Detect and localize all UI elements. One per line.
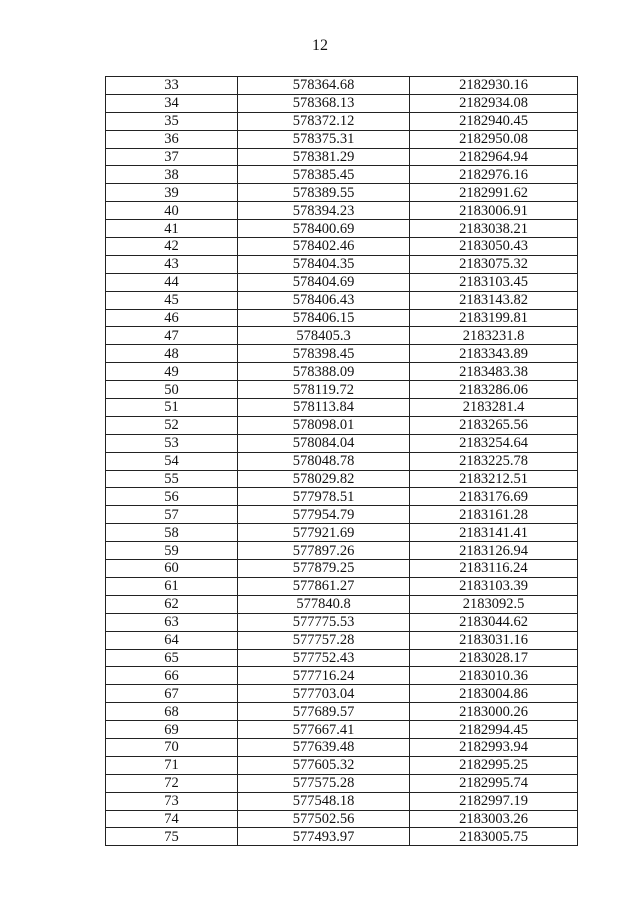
y-coordinate-cell: 2182930.16 xyxy=(410,77,578,95)
x-coordinate-cell: 577605.32 xyxy=(238,756,410,774)
table-row xyxy=(106,363,578,381)
point-number-cell: 56 xyxy=(106,488,238,506)
table-row xyxy=(106,506,578,524)
x-coordinate-cell: 578394.23 xyxy=(238,202,410,220)
x-coordinate-cell: 577667.41 xyxy=(238,721,410,739)
x-coordinate-cell: 578404.69 xyxy=(238,273,410,291)
table-row xyxy=(106,828,578,846)
y-coordinate-cell: 2183044.62 xyxy=(410,613,578,631)
point-number-cell: 62 xyxy=(106,595,238,613)
point-number-cell: 50 xyxy=(106,381,238,399)
x-coordinate-cell: 577978.51 xyxy=(238,488,410,506)
point-number-cell: 75 xyxy=(106,828,238,846)
y-coordinate-cell: 2183483.38 xyxy=(410,363,578,381)
table-row xyxy=(106,238,578,256)
table-row xyxy=(106,220,578,238)
point-number-cell: 48 xyxy=(106,345,238,363)
y-coordinate-cell: 2183231.8 xyxy=(410,327,578,345)
point-number-cell: 67 xyxy=(106,685,238,703)
y-coordinate-cell: 2183212.51 xyxy=(410,470,578,488)
point-number-cell: 72 xyxy=(106,774,238,792)
table-row xyxy=(106,560,578,578)
y-coordinate-cell: 2182940.45 xyxy=(410,112,578,130)
x-coordinate-cell: 577757.28 xyxy=(238,631,410,649)
x-coordinate-cell: 578375.31 xyxy=(238,130,410,148)
x-coordinate-cell: 577548.18 xyxy=(238,792,410,810)
table-row xyxy=(106,399,578,417)
x-coordinate-cell: 578364.68 xyxy=(238,77,410,95)
table-row xyxy=(106,595,578,613)
point-number-cell: 53 xyxy=(106,434,238,452)
point-number-cell: 43 xyxy=(106,255,238,273)
table-row xyxy=(106,488,578,506)
point-number-cell: 49 xyxy=(106,363,238,381)
x-coordinate-cell: 578368.13 xyxy=(238,94,410,112)
table-row xyxy=(106,738,578,756)
point-number-cell: 74 xyxy=(106,810,238,828)
y-coordinate-cell: 2183265.56 xyxy=(410,416,578,434)
x-coordinate-cell: 578406.15 xyxy=(238,309,410,327)
table-row xyxy=(106,112,578,130)
point-number-cell: 71 xyxy=(106,756,238,774)
point-number-cell: 66 xyxy=(106,667,238,685)
point-number-cell: 58 xyxy=(106,524,238,542)
y-coordinate-cell: 2183199.81 xyxy=(410,309,578,327)
table-row xyxy=(106,202,578,220)
x-coordinate-cell: 578405.3 xyxy=(238,327,410,345)
y-coordinate-cell: 2183161.28 xyxy=(410,506,578,524)
table-row xyxy=(106,667,578,685)
table-row xyxy=(106,452,578,470)
x-coordinate-cell: 578084.04 xyxy=(238,434,410,452)
x-coordinate-cell: 577879.25 xyxy=(238,560,410,578)
point-number-cell: 36 xyxy=(106,130,238,148)
x-coordinate-cell: 577921.69 xyxy=(238,524,410,542)
table-row xyxy=(106,524,578,542)
x-coordinate-cell: 578048.78 xyxy=(238,452,410,470)
x-coordinate-cell: 578098.01 xyxy=(238,416,410,434)
y-coordinate-cell: 2183005.75 xyxy=(410,828,578,846)
table-row xyxy=(106,434,578,452)
y-coordinate-cell: 2182993.94 xyxy=(410,738,578,756)
y-coordinate-cell: 2183286.06 xyxy=(410,381,578,399)
coordinates-table-body xyxy=(106,77,578,846)
y-coordinate-cell: 2183143.82 xyxy=(410,291,578,309)
point-number-cell: 64 xyxy=(106,631,238,649)
table-row xyxy=(106,810,578,828)
x-coordinate-cell: 577897.26 xyxy=(238,542,410,560)
x-coordinate-cell: 577716.24 xyxy=(238,667,410,685)
point-number-cell: 55 xyxy=(106,470,238,488)
table-row xyxy=(106,613,578,631)
x-coordinate-cell: 578372.12 xyxy=(238,112,410,130)
point-number-cell: 70 xyxy=(106,738,238,756)
x-coordinate-cell: 577703.04 xyxy=(238,685,410,703)
point-number-cell: 57 xyxy=(106,506,238,524)
y-coordinate-cell: 2183092.5 xyxy=(410,595,578,613)
point-number-cell: 68 xyxy=(106,703,238,721)
point-number-cell: 61 xyxy=(106,577,238,595)
table-row xyxy=(106,130,578,148)
table-row xyxy=(106,416,578,434)
table-row xyxy=(106,381,578,399)
y-coordinate-cell: 2183176.69 xyxy=(410,488,578,506)
x-coordinate-cell: 578119.72 xyxy=(238,381,410,399)
x-coordinate-cell: 578381.29 xyxy=(238,148,410,166)
point-number-cell: 52 xyxy=(106,416,238,434)
point-number-cell: 63 xyxy=(106,613,238,631)
x-coordinate-cell: 577775.53 xyxy=(238,613,410,631)
x-coordinate-cell: 577639.48 xyxy=(238,738,410,756)
x-coordinate-cell: 578400.69 xyxy=(238,220,410,238)
y-coordinate-cell: 2183028.17 xyxy=(410,649,578,667)
y-coordinate-cell: 2183116.24 xyxy=(410,560,578,578)
y-coordinate-cell: 2183031.16 xyxy=(410,631,578,649)
table-row xyxy=(106,577,578,595)
x-coordinate-cell: 577954.79 xyxy=(238,506,410,524)
point-number-cell: 46 xyxy=(106,309,238,327)
table-row xyxy=(106,756,578,774)
y-coordinate-cell: 2183050.43 xyxy=(410,238,578,256)
y-coordinate-cell: 2183004.86 xyxy=(410,685,578,703)
y-coordinate-cell: 2183141.41 xyxy=(410,524,578,542)
point-number-cell: 33 xyxy=(106,77,238,95)
x-coordinate-cell: 578406.43 xyxy=(238,291,410,309)
y-coordinate-cell: 2182997.19 xyxy=(410,792,578,810)
y-coordinate-cell: 2183075.32 xyxy=(410,255,578,273)
y-coordinate-cell: 2183103.39 xyxy=(410,577,578,595)
point-number-cell: 54 xyxy=(106,452,238,470)
x-coordinate-cell: 578398.45 xyxy=(238,345,410,363)
table-row xyxy=(106,631,578,649)
y-coordinate-cell: 2183038.21 xyxy=(410,220,578,238)
point-number-cell: 59 xyxy=(106,542,238,560)
point-number-cell: 44 xyxy=(106,273,238,291)
coordinates-table xyxy=(105,76,578,846)
y-coordinate-cell: 2182995.25 xyxy=(410,756,578,774)
x-coordinate-cell: 577502.56 xyxy=(238,810,410,828)
point-number-cell: 35 xyxy=(106,112,238,130)
page-number: 12 xyxy=(312,37,328,54)
table-row xyxy=(106,345,578,363)
table-row xyxy=(106,721,578,739)
point-number-cell: 45 xyxy=(106,291,238,309)
point-number-cell: 51 xyxy=(106,399,238,417)
y-coordinate-cell: 2182976.16 xyxy=(410,166,578,184)
x-coordinate-cell: 577840.8 xyxy=(238,595,410,613)
x-coordinate-cell: 577493.97 xyxy=(238,828,410,846)
y-coordinate-cell: 2182950.08 xyxy=(410,130,578,148)
y-coordinate-cell: 2183000.26 xyxy=(410,703,578,721)
y-coordinate-cell: 2182994.45 xyxy=(410,721,578,739)
y-coordinate-cell: 2182964.94 xyxy=(410,148,578,166)
table-row xyxy=(106,774,578,792)
x-coordinate-cell: 578404.35 xyxy=(238,255,410,273)
point-number-cell: 42 xyxy=(106,238,238,256)
y-coordinate-cell: 2183003.26 xyxy=(410,810,578,828)
table-row xyxy=(106,470,578,488)
table-row xyxy=(106,273,578,291)
table-row xyxy=(106,542,578,560)
y-coordinate-cell: 2182991.62 xyxy=(410,184,578,202)
x-coordinate-cell: 578389.55 xyxy=(238,184,410,202)
point-number-cell: 73 xyxy=(106,792,238,810)
table-row xyxy=(106,166,578,184)
y-coordinate-cell: 2183254.64 xyxy=(410,434,578,452)
x-coordinate-cell: 577689.57 xyxy=(238,703,410,721)
x-coordinate-cell: 578029.82 xyxy=(238,470,410,488)
point-number-cell: 47 xyxy=(106,327,238,345)
y-coordinate-cell: 2182934.08 xyxy=(410,94,578,112)
point-number-cell: 38 xyxy=(106,166,238,184)
x-coordinate-cell: 578385.45 xyxy=(238,166,410,184)
point-number-cell: 34 xyxy=(106,94,238,112)
table-row xyxy=(106,327,578,345)
table-row xyxy=(106,148,578,166)
point-number-cell: 60 xyxy=(106,560,238,578)
x-coordinate-cell: 578388.09 xyxy=(238,363,410,381)
table-row xyxy=(106,184,578,202)
x-coordinate-cell: 577752.43 xyxy=(238,649,410,667)
point-number-cell: 39 xyxy=(106,184,238,202)
point-number-cell: 65 xyxy=(106,649,238,667)
table-row xyxy=(106,703,578,721)
point-number-cell: 37 xyxy=(106,148,238,166)
y-coordinate-cell: 2183010.36 xyxy=(410,667,578,685)
x-coordinate-cell: 577575.28 xyxy=(238,774,410,792)
point-number-cell: 40 xyxy=(106,202,238,220)
y-coordinate-cell: 2183103.45 xyxy=(410,273,578,291)
table-row xyxy=(106,792,578,810)
x-coordinate-cell: 577861.27 xyxy=(238,577,410,595)
y-coordinate-cell: 2183343.89 xyxy=(410,345,578,363)
point-number-cell: 69 xyxy=(106,721,238,739)
x-coordinate-cell: 578402.46 xyxy=(238,238,410,256)
table-row xyxy=(106,685,578,703)
table-row xyxy=(106,94,578,112)
table-row xyxy=(106,255,578,273)
y-coordinate-cell: 2183126.94 xyxy=(410,542,578,560)
y-coordinate-cell: 2183006.91 xyxy=(410,202,578,220)
table-row xyxy=(106,291,578,309)
point-number-cell: 41 xyxy=(106,220,238,238)
table-row xyxy=(106,649,578,667)
x-coordinate-cell: 578113.84 xyxy=(238,399,410,417)
table-row xyxy=(106,77,578,95)
y-coordinate-cell: 2183281.4 xyxy=(410,399,578,417)
y-coordinate-cell: 2182995.74 xyxy=(410,774,578,792)
table-row xyxy=(106,309,578,327)
y-coordinate-cell: 2183225.78 xyxy=(410,452,578,470)
